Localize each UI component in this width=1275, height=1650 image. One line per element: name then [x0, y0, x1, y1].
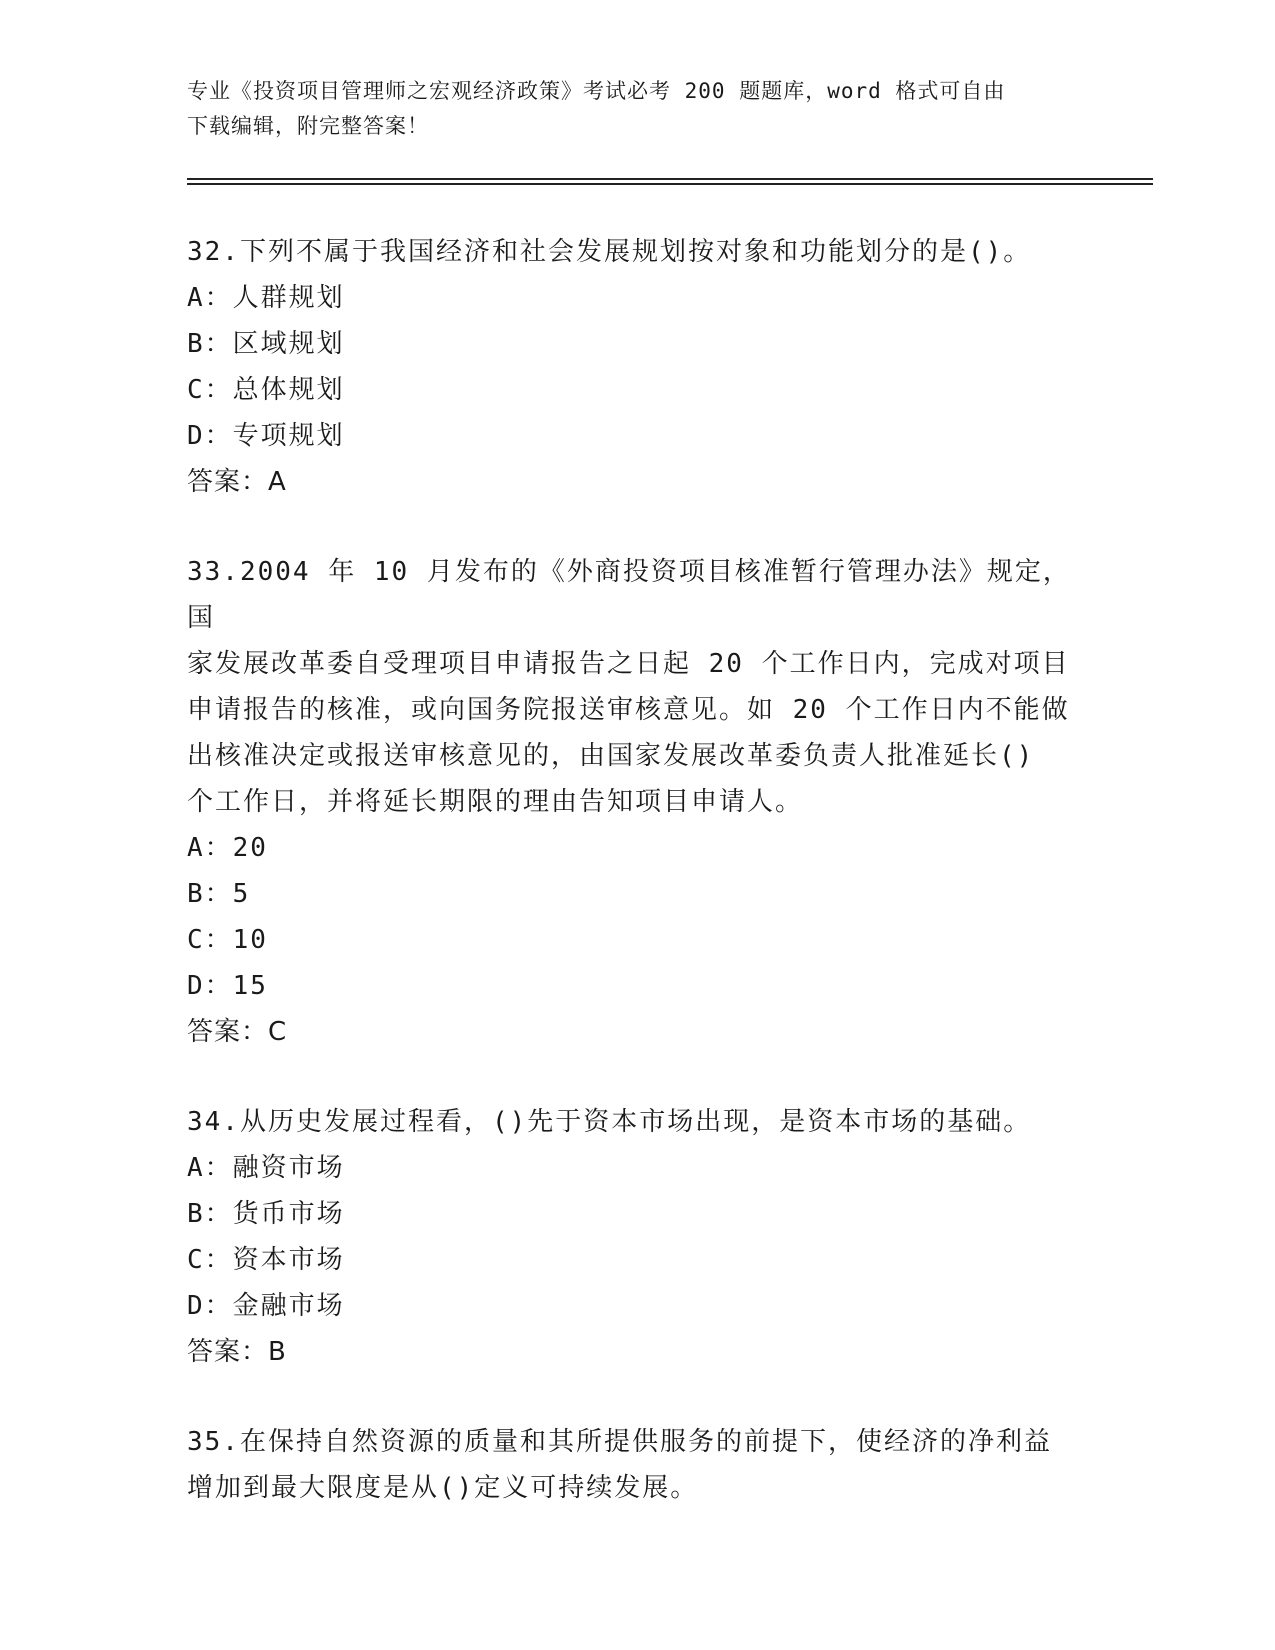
- answer-option: D：专项规划: [187, 421, 345, 451]
- answer-option: B：货币市场: [187, 1199, 345, 1229]
- header-line-2: 下载编辑，附完整答案！: [187, 114, 429, 138]
- question-stem-line: 家发展改革委自受理项目申请报告之日起 20 个工作日内，完成对项目: [187, 649, 1070, 679]
- answer-option: A：融资市场: [187, 1153, 345, 1183]
- answer-option: B：区域规划: [187, 329, 345, 359]
- header-line-1: 专业《投资项目管理师之宏观经济政策》考试必考 200 题题库，word 格式可自由: [187, 79, 1006, 103]
- answer-option: A：20: [187, 833, 268, 863]
- answer-option: D：金融市场: [187, 1291, 345, 1321]
- question-item: [187, 549, 1077, 1055]
- answer-option: C：10: [187, 925, 268, 955]
- document-header: [187, 74, 1087, 144]
- question-stem-line: 32.下列不属于我国经济和社会发展规划按对象和功能划分的是()。: [187, 237, 1032, 267]
- answer-option: A：人群规划: [187, 283, 345, 313]
- question-stem-line: 33.2004 年 10 月发布的《外商投资项目核准暂行管理办法》规定，国: [187, 557, 1071, 633]
- question-stem-line: 35.在保持自然资源的质量和其所提供服务的前提下，使经济的净利益: [187, 1427, 1052, 1457]
- question-stem-line: 个工作日，并将延长期限的理由告知项目申请人。: [187, 787, 804, 817]
- correct-answer: 答案：C: [187, 1017, 288, 1047]
- question-item: [187, 1419, 1077, 1511]
- question-item: [187, 229, 1077, 505]
- question-stem-line: 出核准决定或报送审核意见的，由国家发展改革委负责人批准延长(): [187, 741, 1035, 771]
- header-divider-bottom: [187, 183, 1153, 185]
- answer-option: C：资本市场: [187, 1245, 345, 1275]
- correct-answer: 答案：B: [187, 1337, 287, 1367]
- answer-option: C：总体规划: [187, 375, 345, 405]
- correct-answer: 答案：A: [187, 467, 287, 497]
- answer-option: D：15: [187, 971, 268, 1001]
- question-list: [187, 229, 1077, 1555]
- question-stem-line: 34.从历史发展过程看，()先于资本市场出现，是资本市场的基础。: [187, 1107, 1032, 1137]
- question-stem-line: 增加到最大限度是从()定义可持续发展。: [187, 1473, 699, 1503]
- question-stem-line: 申请报告的核准，或向国务院报送审核意见。如 20 个工作日内不能做: [187, 695, 1070, 725]
- question-item: [187, 1099, 1077, 1375]
- header-divider-top: [187, 178, 1153, 180]
- answer-option: B：5: [187, 879, 251, 909]
